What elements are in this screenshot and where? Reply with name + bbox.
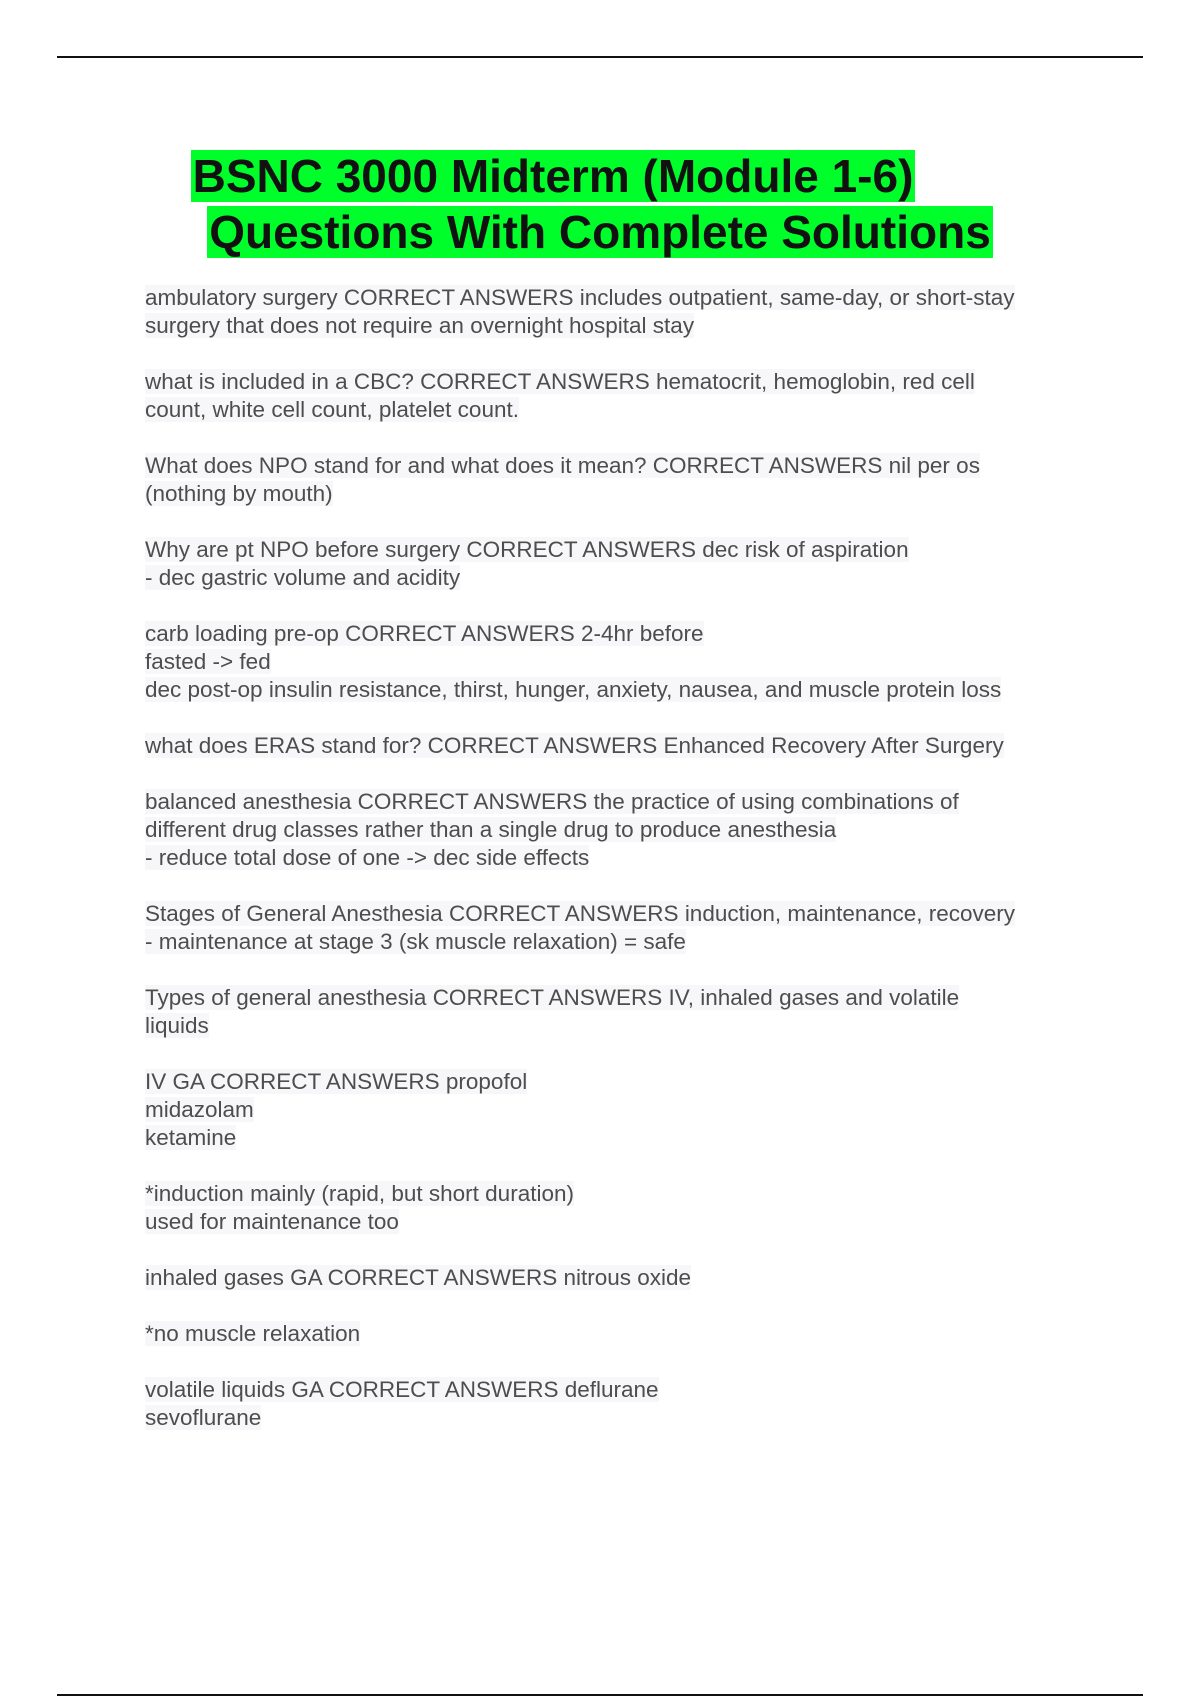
paragraph-line: [145, 816, 1105, 844]
paragraph-line: [145, 480, 1105, 508]
paragraph-line-text: ambulatory surgery CORRECT ANSWERS includes outpatient, same-day, or short-stay: [145, 285, 1015, 310]
paragraph-line: [145, 1180, 1105, 1208]
paragraph-line: [145, 1068, 1105, 1096]
paragraph-line: [145, 928, 1105, 956]
paragraph-line: [145, 1376, 1105, 1404]
paragraph-line: [145, 312, 1105, 340]
qa-paragraph: [145, 1180, 1105, 1236]
paragraph-line-text: fasted -> fed: [145, 649, 271, 674]
qa-paragraph: [145, 368, 1105, 424]
qa-paragraph: [145, 984, 1105, 1040]
paragraph-line: [145, 1320, 1105, 1348]
paragraph-line: [145, 620, 1105, 648]
paragraph-line-text: different drug classes rather than a single drug to produce anesthesia: [145, 817, 837, 842]
qa-paragraph: [145, 788, 1105, 872]
qa-paragraph: [145, 284, 1105, 340]
paragraph-line-text: What does NPO stand for and what does it mean? CORRECT ANSWERS nil per os: [145, 453, 980, 478]
paragraph-line-text: IV GA CORRECT ANSWERS propofol: [145, 1069, 528, 1094]
paragraph-line: [145, 844, 1105, 872]
paragraph-line: [145, 1264, 1105, 1292]
paragraph-line: [145, 648, 1105, 676]
top-rule: [57, 56, 1143, 58]
paragraph-line-text: *no muscle relaxation: [145, 1321, 361, 1346]
paragraph-line-text: what does ERAS stand for? CORRECT ANSWERS Enhanced Recovery After Surgery: [145, 733, 1004, 758]
qa-paragraph: [145, 452, 1105, 508]
qa-paragraph: [145, 900, 1105, 956]
paragraph-line: [145, 368, 1105, 396]
qa-paragraph: [145, 1068, 1105, 1152]
paragraph-line-text: ketamine: [145, 1125, 237, 1150]
paragraph-line-text: liquids: [145, 1013, 209, 1038]
paragraph-line: [145, 564, 1105, 592]
paragraph-line: [145, 452, 1105, 480]
document-body: [145, 284, 1105, 1460]
paragraph-line-text: Why are pt NPO before surgery CORRECT ANSWERS dec risk of aspiration: [145, 537, 909, 562]
paragraph-line-text: midazolam: [145, 1097, 254, 1122]
paragraph-line-text: *induction mainly (rapid, but short duration): [145, 1181, 574, 1206]
paragraph-line: [145, 1208, 1105, 1236]
paragraph-line-text: sevoflurane: [145, 1405, 262, 1430]
paragraph-line: [145, 1096, 1105, 1124]
document-title: [0, 148, 1200, 260]
title-line-2: Questions With Complete Solutions: [209, 206, 991, 258]
bottom-rule: [57, 1694, 1143, 1696]
qa-paragraph: [145, 1320, 1105, 1348]
paragraph-line: [145, 984, 1105, 1012]
paragraph-line-text: inhaled gases GA CORRECT ANSWERS nitrous oxide: [145, 1265, 692, 1290]
paragraph-line-text: - maintenance at stage 3 (sk muscle relaxation) = safe: [145, 929, 686, 954]
paragraph-line-text: what is included in a CBC? CORRECT ANSWERS hematocrit, hemoglobin, red cell: [145, 369, 975, 394]
paragraph-line-text: dec post-op insulin resistance, thirst, hunger, anxiety, nausea, and muscle protein loss: [145, 677, 1002, 702]
qa-paragraph: [145, 536, 1105, 592]
paragraph-line-text: - dec gastric volume and acidity: [145, 565, 461, 590]
paragraph-line-text: Stages of General Anesthesia CORRECT ANSWERS induction, maintenance, recovery: [145, 901, 1015, 926]
paragraph-line-text: carb loading pre-op CORRECT ANSWERS 2-4hr before: [145, 621, 704, 646]
title-line-1: BSNC 3000 Midterm (Module 1-6): [192, 150, 914, 202]
qa-paragraph: [145, 1376, 1105, 1432]
paragraph-line-text: surgery that does not require an overnight hospital stay: [145, 313, 695, 338]
paragraph-line-text: balanced anesthesia CORRECT ANSWERS the practice of using combinations of: [145, 789, 959, 814]
qa-paragraph: [145, 732, 1105, 760]
paragraph-line: [145, 676, 1105, 704]
qa-paragraph: [145, 620, 1105, 704]
qa-paragraph: [145, 1264, 1105, 1292]
paragraph-line: [145, 396, 1105, 424]
paragraph-line-text: used for maintenance too: [145, 1209, 399, 1234]
paragraph-line: [145, 788, 1105, 816]
paragraph-line: [145, 1124, 1105, 1152]
paragraph-line: [145, 1404, 1105, 1432]
paragraph-line: [145, 536, 1105, 564]
paragraph-line: [145, 1012, 1105, 1040]
paragraph-line-text: - reduce total dose of one -> dec side effects: [145, 845, 590, 870]
paragraph-line-text: Types of general anesthesia CORRECT ANSWERS IV, inhaled gases and volatile: [145, 985, 960, 1010]
paragraph-line-text: (nothing by mouth): [145, 481, 333, 506]
paragraph-line-text: count, white cell count, platelet count.: [145, 397, 519, 422]
paragraph-line: [145, 284, 1105, 312]
paragraph-line-text: volatile liquids GA CORRECT ANSWERS deflurane: [145, 1377, 659, 1402]
paragraph-line: [145, 900, 1105, 928]
paragraph-line: [145, 732, 1105, 760]
